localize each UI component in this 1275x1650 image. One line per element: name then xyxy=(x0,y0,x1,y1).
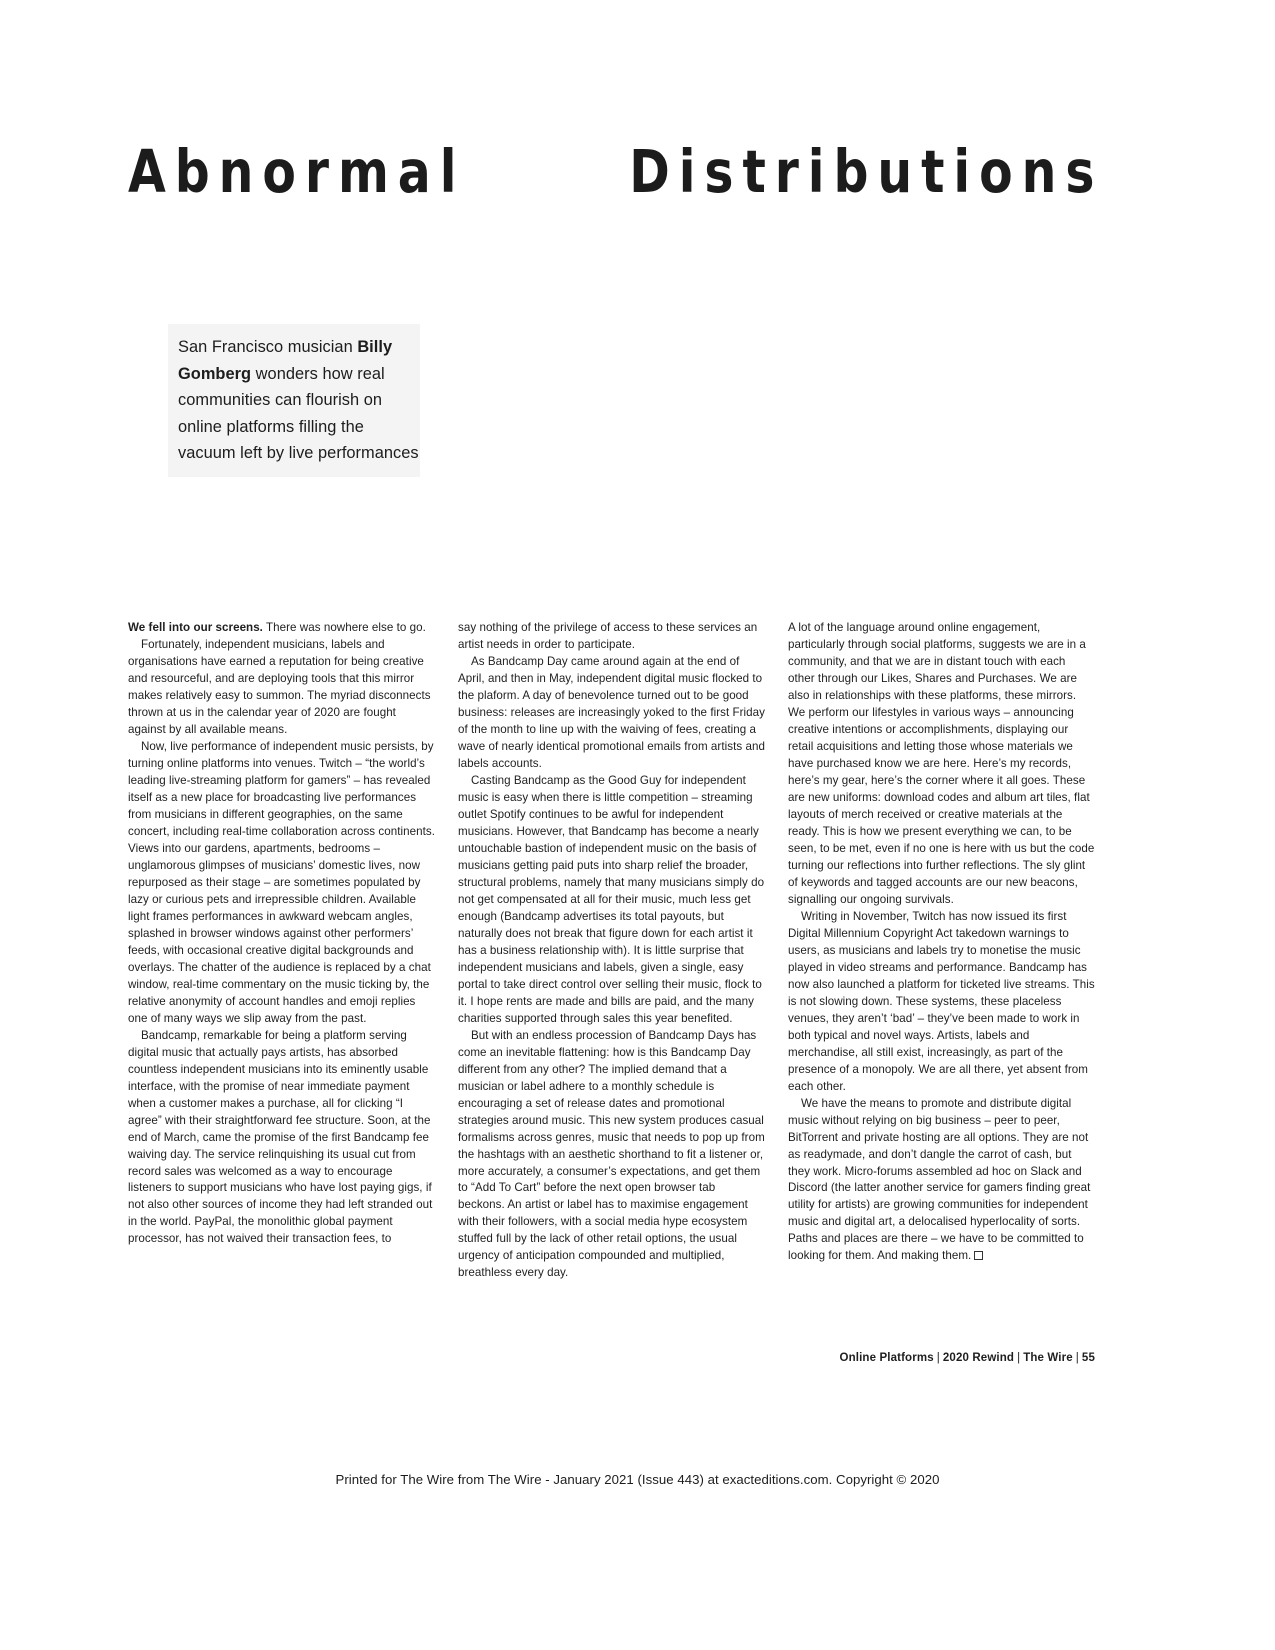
folio-separator: | xyxy=(1017,1352,1021,1364)
folio-section: Online Platforms xyxy=(839,1352,934,1364)
paragraph: Writing in November, Twitch has now issued its first Digital Millennium Copyright Act takedown warnings to users, as musicians and labels try to monetise the music played in video streams and performance. Bandcamp has now also launched a platform for ticketed live streams. This is not slowing down. These systems, these placeless venues, they aren’t ‘bad’ – they’ve been made to work in both typical and novel ways. Artists, labels and merchandise, all still exist, increasingly, as part of the presence of a monopoly. We are all there, yet absent from each other. xyxy=(788,909,1095,1093)
article-body xyxy=(128,620,1095,1282)
paragraph-text: We have the means to promote and distribute digital music without relying on big business – peer to peer, BitTorrent and private hosting are all options. They are not as readymade, and don’t dangle the carrot of cash, but they work. Micro-forums assembled ad hoc on Slack and Discord (the latter another service for gamers finding great utility for artists) are growing communities for independent music and digital art, a delocalised hyperlocality of sorts. Paths and places are there – we have to be committed to looking for them. And making them. xyxy=(788,1096,1091,1263)
paragraph: But with an endless procession of Bandcamp Days has come an inevitable flattening: how is this Bandcamp Day different from any other? The implied demand that a musician or label adhere to a monthly schedule is encouraging a set of release dates and promotional strategies around music. This new system produces casual formalisms across genres, music that needs to pop up from the hashtags with an aesthetic shorthand to fit a listener or, more accurately, a consumer’s expectations, and get them to “Add To Cart” before the next open browser tab beckons. An artist or label has to maximise engagement with their followers, with a social media hype ecosystem stuffed full by the lack of other retail options, the usual urgency of anticipation compounded and multiplied, breathless every day. xyxy=(458,1028,765,1280)
paragraph: As Bandcamp Day came around again at the end of April, and then in May, independent digital music flocked to the plaform. A day of benevolence turned out to be good business: releases are increasingly yoked to the first Friday of the month to line up with the waiving of fees, creating a wave of nearly identical promotional emails from artists and labels accounts. xyxy=(458,654,765,770)
paragraph-text: There was nowhere else to go. xyxy=(262,621,426,634)
standfirst-before: San Francisco musician xyxy=(178,338,358,356)
paragraph xyxy=(128,620,435,637)
folio xyxy=(128,1352,1095,1364)
lede-text: We fell into our screens. xyxy=(128,621,263,634)
paragraph: say nothing of the privilege of access to these services an artist needs in order to participate. xyxy=(458,621,758,651)
folio-separator: | xyxy=(936,1352,940,1364)
paragraph: A lot of the language around online engagement, particularly through social platforms, suggests we are in a community, and that we are in distant touch with each other through our Likes, Shares and Purchases. We are also in relationships with these platforms, these mirrors. We perform our lifestyles in various ways – announcing creative intentions or accomplishments, displaying our retail acquisitions and letting those whose materials we have purchased know we are here. Here’s my records, here’s my gear, here’s the corner where it all goes. These are new uniforms: download codes and album art tiles, flat layouts of merch received or creative materials at the ready. This is how we present everything we can, to be seen, to be met, even if no one is here with us but the code turning our reflections into further reflections. The sly glint of keywords and tagged accounts are our new beacons, signalling our ongoing survivals. xyxy=(788,621,1095,906)
author-name: Billy Gomberg xyxy=(178,338,393,383)
folio-page-number: 55 xyxy=(1081,1352,1095,1364)
paragraph: Casting Bandcamp as the Good Guy for independent music is easy when there is little competition – streaming outlet Spotify continues to be awful for independent musicians. However, that Bandcamp has become a nearly untouchable bastion of independent music on the basis of musicians getting paid puts into sharp relief the broader, structural problems, namely that many musicians simply do not get compensated at all for their music, much less get enough (Bandcamp advertises its total payouts, but naturally does not break that figure down for each artist it has a business relationship with). It is little surprise that independent musicians and labels, given a single, easy portal to take direct control over selling their music, flock to it. I hope rents are made and bills are paid, and the many charities supported through sales this year benefited. xyxy=(458,773,765,1025)
column-3 xyxy=(788,620,1095,1282)
standfirst-block xyxy=(168,324,420,477)
column-2 xyxy=(458,620,765,1282)
page-title xyxy=(128,137,1103,206)
paragraph xyxy=(788,1096,1095,1266)
folio-issue: 2020 Rewind xyxy=(942,1352,1015,1364)
paragraph: Now, live performance of independent music persists, by turning online platforms into venues. Twitch – “the world’s leading live-streaming platform for gamers” – has revealed itself as a new place for broadcasting live performances from musicians in different geographies, on the same concert, including real-time collaboration across continents. Views into our gardens, apartments, bedrooms – unglamorous glimpses of musicians’ domestic lives, now repurposed as their stage – are sometimes populated by lazy or curious pets and irrepressible children. Available light frames performances in awkward webcam angles, splashed in browser windows against other performers’ feeds, with occasional creative digital backgrounds and overlays. The chatter of the audience is replaced by a chat window, real-time commentary on the music ticking by, the relative anonymity of account handles and emoji replies one of many ways we slip away from the past. xyxy=(128,739,435,1025)
paragraph: Fortunately, independent musicians, labels and organisations have earned a reputation for being creative and resourceful, and are deploying tools that this mirror makes relatively easy to summon. The myriad disconnects thrown at us in the calendar year of 2020 are fought against by all available means. xyxy=(128,637,431,736)
paragraph: Bandcamp, remarkable for being a platform serving digital music that actually pays artists, has absorbed countless independent musicians into its eminently usable interface, with the promise of near immediate payment when a customer makes a purchase, all for clicking “I agree” with their straightforward fee structure. Soon, at the end of March, came the promise of the first Bandcamp fee waiving day. The service relinquishing its usual cut from record sales was welcomed as a way to encourage listeners to support musicians who have lost paying gigs, if not also other sources of income they had left stranded out in the world. PayPal, the monolithic global payment processor, has not waived their transaction fees, to xyxy=(128,1028,433,1246)
end-of-article-mark xyxy=(974,1251,983,1260)
headline-word-left: Abnormal xyxy=(128,137,466,206)
folio-separator: | xyxy=(1075,1352,1079,1364)
column-1 xyxy=(128,620,435,1282)
folio-publication: The Wire xyxy=(1023,1352,1073,1364)
standfirst-after: wonders how real communities can flourish on online platforms filling the vacuum left by live performances xyxy=(178,364,419,463)
headline-word-right: Distributions xyxy=(628,137,1103,206)
print-credit-line: Printed for The Wire from The Wire - January 2021 (Issue 443) at exacteditions.com. Copyright © 2020 xyxy=(335,1472,940,1487)
